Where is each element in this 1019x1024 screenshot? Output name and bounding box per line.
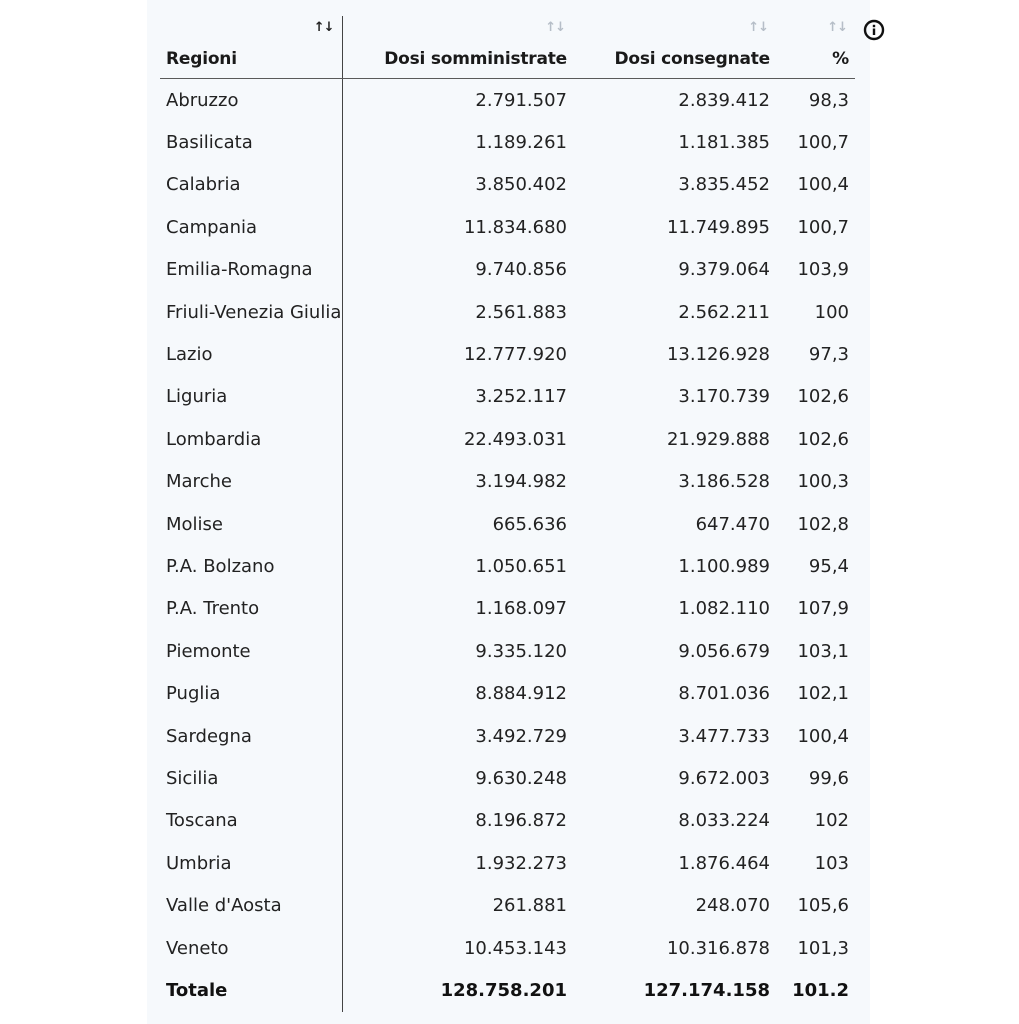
percent-cell: 103,1 — [797, 640, 849, 662]
table-row — [160, 842, 855, 884]
delivered-cell: 1.082.110 — [678, 598, 770, 620]
table-row — [160, 884, 855, 926]
delivered-cell: 3.186.528 — [678, 471, 770, 493]
region-cell: Lazio — [160, 333, 342, 375]
table-row — [160, 715, 855, 757]
administered-cell: 1.932.273 — [475, 852, 567, 874]
administered-cell: 9.630.248 — [475, 767, 567, 789]
table-row — [160, 333, 855, 375]
percent-cell: 100,7 — [797, 132, 849, 154]
header-label: Regioni — [166, 49, 237, 69]
header-label: Dosi somministrate — [384, 49, 567, 69]
administered-cell: 10.453.143 — [463, 937, 567, 959]
region-cell: Liguria — [160, 376, 342, 418]
percent-cell: 98,3 — [808, 89, 849, 111]
table-row — [160, 164, 855, 206]
region-cell: Piemonte — [160, 630, 342, 672]
region-cell: Marche — [160, 461, 342, 503]
header-dosi-somministrate[interactable] — [342, 16, 573, 79]
percent-cell: 97,3 — [808, 344, 849, 366]
administered-cell: 2.791.507 — [475, 89, 567, 111]
table-row — [160, 291, 855, 333]
administered-cell: 3.194.982 — [475, 471, 567, 493]
administered-cell: 261.881 — [492, 895, 567, 917]
region-cell: Emilia-Romagna — [160, 249, 342, 291]
administered-cell: 8.196.872 — [475, 810, 567, 832]
region-cell: Sicilia — [160, 757, 342, 799]
table-row — [160, 376, 855, 418]
delivered-cell: 9.379.064 — [678, 259, 770, 281]
administered-cell: 1.189.261 — [475, 132, 567, 154]
delivered-cell: 13.126.928 — [666, 344, 770, 366]
table-row — [160, 800, 855, 842]
sort-arrows-icon[interactable]: ↑↓ — [545, 20, 565, 35]
doses-table — [160, 16, 855, 1012]
percent-cell: 100,7 — [797, 216, 849, 238]
sort-arrows-icon[interactable]: ↑↓ — [313, 20, 334, 35]
table-row — [160, 545, 855, 587]
percent-cell: 100,4 — [797, 174, 849, 196]
table-row — [160, 249, 855, 291]
delivered-cell: 10.316.878 — [666, 937, 770, 959]
administered-cell: 1.050.651 — [475, 555, 567, 577]
region-cell: Toscana — [160, 800, 342, 842]
percent-cell: 102,6 — [797, 428, 849, 450]
percent-cell: 105,6 — [797, 895, 849, 917]
delivered-cell: 9.056.679 — [678, 640, 770, 662]
administered-cell: 9.335.120 — [475, 640, 567, 662]
percent-cell: 102 — [814, 810, 849, 832]
percent-cell: 101,3 — [797, 937, 849, 959]
table-row — [160, 79, 855, 122]
table-header — [160, 16, 855, 79]
percent-cell: 100 — [814, 301, 849, 323]
total-label: Totale — [160, 969, 342, 1011]
delivered-cell: 3.477.733 — [678, 725, 770, 747]
header-label: Dosi consegnate — [614, 49, 770, 69]
region-cell: Puglia — [160, 672, 342, 714]
delivered-cell: 21.929.888 — [666, 428, 770, 450]
delivered-cell: 11.749.895 — [666, 216, 770, 238]
delivered-cell: 647.470 — [695, 513, 770, 535]
region-cell: Friuli-Venezia Giulia — [160, 291, 342, 333]
region-cell: Calabria — [160, 164, 342, 206]
region-cell: Valle d'Aosta — [160, 884, 342, 926]
header-label: % — [832, 49, 849, 69]
administered-cell: 8.884.912 — [475, 683, 567, 705]
administered-cell: 9.740.856 — [475, 259, 567, 281]
table-row — [160, 503, 855, 545]
administered-cell: 3.492.729 — [475, 725, 567, 747]
percent-cell: 103,9 — [797, 259, 849, 281]
table-body — [160, 79, 855, 1012]
total-delivered: 127.174.158 — [643, 979, 770, 1001]
administered-cell: 3.850.402 — [475, 174, 567, 196]
region-cell: Abruzzo — [160, 79, 342, 122]
header-dosi-consegnate[interactable] — [573, 16, 776, 79]
region-cell: Campania — [160, 206, 342, 248]
delivered-cell: 8.033.224 — [678, 810, 770, 832]
table-row — [160, 418, 855, 460]
percent-cell: 103 — [814, 852, 849, 874]
info-icon[interactable] — [863, 19, 885, 41]
total-administered: 128.758.201 — [440, 979, 567, 1001]
table-row — [160, 461, 855, 503]
administered-cell: 11.834.680 — [463, 216, 567, 238]
total-percent: 101.2 — [792, 979, 849, 1001]
administered-cell: 22.493.031 — [463, 428, 567, 450]
delivered-cell: 9.672.003 — [678, 767, 770, 789]
delivered-cell: 2.562.211 — [678, 301, 770, 323]
delivered-cell: 8.701.036 — [678, 683, 770, 705]
percent-cell: 99,6 — [808, 767, 849, 789]
delivered-cell: 3.835.452 — [678, 174, 770, 196]
region-cell: Lombardia — [160, 418, 342, 460]
header-percent[interactable] — [776, 16, 855, 79]
administered-cell: 3.252.117 — [475, 386, 567, 408]
total-row — [160, 969, 855, 1011]
region-cell: Basilicata — [160, 121, 342, 163]
percent-cell: 102,1 — [797, 683, 849, 705]
administered-cell: 1.168.097 — [475, 598, 567, 620]
administered-cell: 665.636 — [492, 513, 567, 535]
region-cell: Molise — [160, 503, 342, 545]
percent-cell: 102,8 — [797, 513, 849, 535]
header-regioni[interactable] — [160, 16, 342, 79]
delivered-cell: 1.876.464 — [678, 852, 770, 874]
delivered-cell: 2.839.412 — [678, 89, 770, 111]
sort-arrows-icon[interactable]: ↑↓ — [827, 20, 847, 35]
delivered-cell: 3.170.739 — [678, 386, 770, 408]
administered-cell: 12.777.920 — [463, 344, 567, 366]
region-cell: Umbria — [160, 842, 342, 884]
table-row — [160, 630, 855, 672]
region-cell: P.A. Bolzano — [160, 545, 342, 587]
percent-cell: 102,6 — [797, 386, 849, 408]
percent-cell: 107,9 — [797, 598, 849, 620]
percent-cell: 100,3 — [797, 471, 849, 493]
table-row — [160, 927, 855, 969]
administered-cell: 2.561.883 — [475, 301, 567, 323]
percent-cell: 100,4 — [797, 725, 849, 747]
percent-cell: 95,4 — [808, 555, 849, 577]
region-cell: Veneto — [160, 927, 342, 969]
region-cell: P.A. Trento — [160, 588, 342, 630]
table-row — [160, 121, 855, 163]
delivered-cell: 248.070 — [695, 895, 770, 917]
table-row — [160, 588, 855, 630]
sort-arrows-icon[interactable]: ↑↓ — [748, 20, 768, 35]
region-cell: Sardegna — [160, 715, 342, 757]
table-row — [160, 757, 855, 799]
table-row — [160, 672, 855, 714]
delivered-cell: 1.181.385 — [678, 132, 770, 154]
table-row — [160, 206, 855, 248]
delivered-cell: 1.100.989 — [678, 555, 770, 577]
